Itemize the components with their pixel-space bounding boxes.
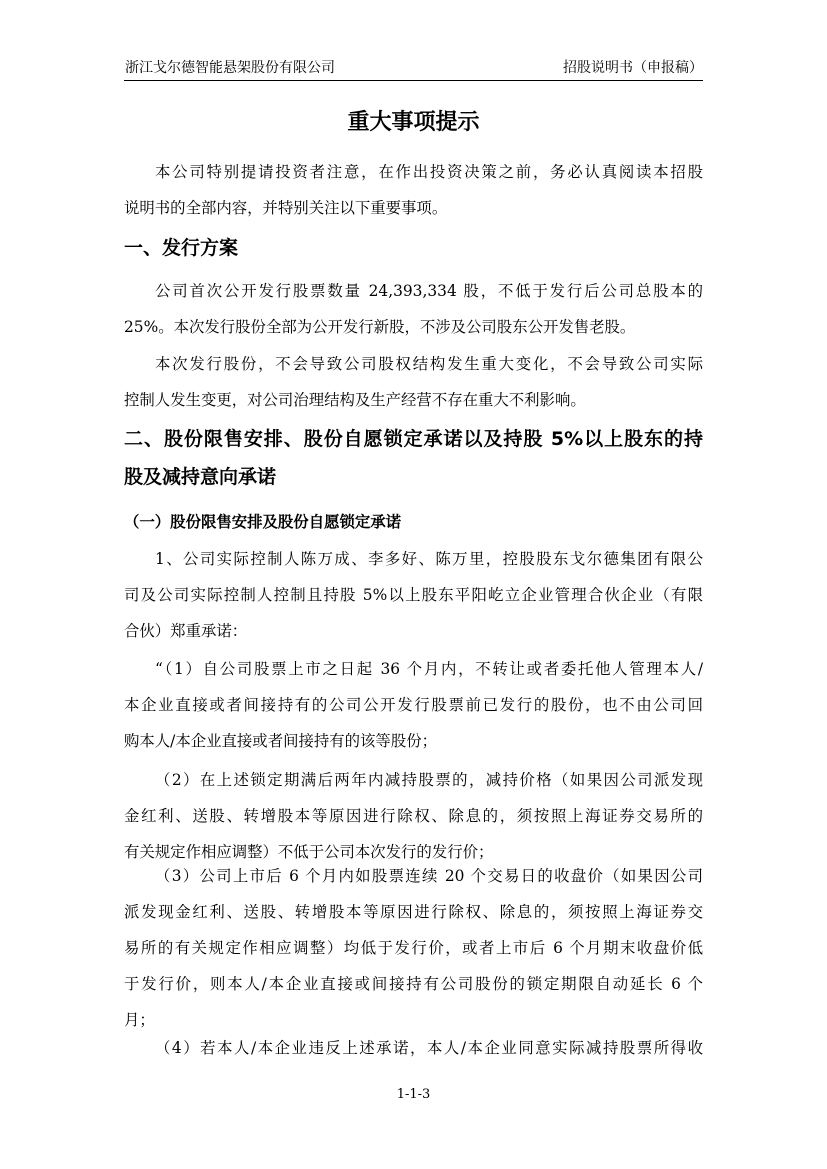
paragraph-line: 有关规定作相应调整）不低于公司本次发行的发行价； [124,843,494,861]
commitment-clause-3 [124,858,703,1038]
page-title: 重大事项提示 [347,110,480,135]
paragraph-line: 月； [124,1011,155,1029]
intro-paragraph [124,154,703,226]
header-divider [124,80,703,81]
header-document-type: 招股说明书（申报稿） [563,60,703,76]
paragraph-line: 公司首次公开发行股票数量 24,393,334 股，不低于发行后公司总股本的 [155,282,703,300]
heading-line: 股及减持意向承诺 [124,466,277,488]
paragraph-line: 1、公司实际控制人陈万成、李多好、陈万里，控股股东戈尔德集团有限公 [155,550,703,568]
paragraph-line: 派发现金红利、送股、转增股本等原因进行除权、除息的，须按照上海证券交 [124,903,703,921]
issuance-paragraph-1 [124,273,703,345]
paragraph-line: 于发行价，则本人/本企业直接或间接持有公司股份的锁定期限自动延长 6 个 [124,975,703,993]
paragraph-line: 本企业直接或者间接持有的公司公开发行股票前已发行的股份，也不由公司回 [124,696,703,714]
paragraph-line: 控制人发生变更，对公司治理结构及生产经营不存在重大不利影响。 [124,391,586,409]
paragraph-line: “（1）自公司股票上市之日起 36 个月内，不转让或者委托他人管理本人/ [155,660,703,678]
heading-line: 二、股份限售安排、股份自愿锁定承诺以及持股 5%以上股东的持 [124,428,703,450]
page-number: 1-1-3 [396,1087,431,1102]
paragraph-line: 易所的有关规定作相应调整）均低于发行价，或者上市后 6 个月期末收盘价低 [124,939,703,957]
paragraph-line: 司及公司实际控制人控制且持股 5%以上股东平阳屹立企业管理合伙企业（有限 [124,586,703,604]
commitment-clause-1 [124,651,703,759]
section-heading-issuance-plan [124,229,703,267]
paragraph-line: （2）在上述锁定期满后两年内减持股票的，减持价格（如果因公司派发现 [155,771,703,789]
paragraph-line: 25%。本次发行股份全部为公开发行新股，不涉及公司股东公开发售老股。 [124,318,636,336]
commitment-intro-paragraph [124,541,703,649]
commitment-clause-4 [124,1030,703,1066]
section-heading-lockup [124,420,703,496]
paragraph-line: （4）若本人/本企业违反上述承诺，本人/本企业同意实际减持股票所得收 [155,1039,703,1057]
header-company-name: 浙江戈尔德智能悬架股份有限公司 [125,60,335,76]
paragraph-line: 说明书的全部内容，并特别关注以下重要事项。 [124,199,448,217]
commitment-clause-2 [124,762,703,870]
paragraph-line: 本次发行股份，不会导致公司股权结构发生重大变化，不会导致公司实际 [155,355,703,373]
paragraph-line: 购本人/本企业直接或者间接持有的该等股份； [124,732,437,750]
paragraph-line: 金红利、送股、转增股本等原因进行除权、除息的，须按照上海证券交易所的 [124,807,703,825]
paragraph-line: 合伙）郑重承诺： [124,622,248,640]
paragraph-line: 本公司特别提请投资者注意，在作出投资决策之前，务必认真阅读本招股 [155,163,703,181]
issuance-paragraph-2 [124,346,703,418]
subsection-heading-lockup-commitment: （一）股份限售安排及股份自愿锁定承诺 [124,513,402,531]
heading-line: 一、发行方案 [124,237,239,259]
paragraph-line: （3）公司上市后 6 个月内如股票连续 20 个交易日的收盘价（如果因公司 [155,867,703,885]
